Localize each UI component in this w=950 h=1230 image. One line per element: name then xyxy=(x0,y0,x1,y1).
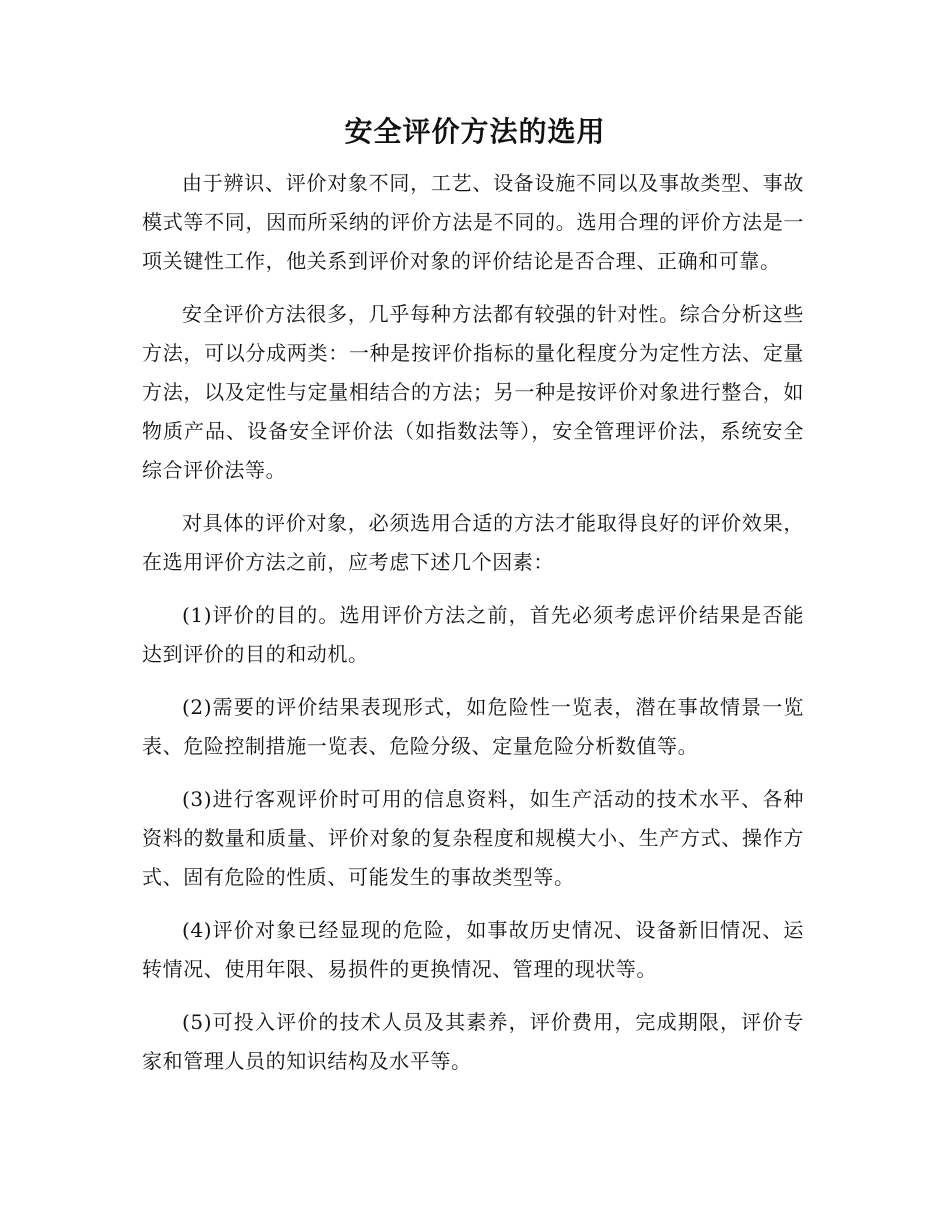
document-title: 安全评价方法的选用 xyxy=(344,115,606,148)
paragraph-factor-2: (2)需要的评价结果表现形式，如危险性一览表，潜在事故情景一览表、危险控制措施一览表、危险分级、定量危险分析数值等。 xyxy=(142,695,804,758)
paragraph-factor-5: (5)可投入评价的技术人员及其素养，评价费用，完成期限，评价专家和管理人员的知识结构及水平等。 xyxy=(142,1010,804,1073)
paragraph-factor-4: (4)评价对象已经显现的危险，如事故历史情况、设备新旧情况、运转情况、使用年限、易损件的更换情况、管理的现状等。 xyxy=(142,918,804,981)
paragraph-methods-overview: 安全评价方法很多，几乎每种方法都有较强的针对性。综合分析这些方法，可以分成两类：一种是按评价指标的量化程度分为定性方法、定量方法，以及定性与定量相结合的方法；另一种是按评价对象进行整合，如物质产品、设备安全评价法（如指数法等），安全管理评价法，系统安全综合评价法等。 xyxy=(142,302,804,482)
paragraph-intro: 由于辨识、评价对象不同，工艺、设备设施不同以及事故类型、事故模式等不同，因而所采纳的评价方法是不同的。选用合理的评价方法是一项关键性工作，他关系到评价对象的评价结论是否合理、正确和可靠。 xyxy=(142,171,804,273)
document-body xyxy=(142,164,804,1095)
paragraph-factor-1: (1)评价的目的。选用评价方法之前，首先必须考虑评价结果是否能达到评价的目的和动机。 xyxy=(142,603,804,666)
paragraph-factor-3: (3)进行客观评价时可用的信息资料，如生产活动的技术水平、各种资料的数量和质量、评价对象的复杂程度和规模大小、生产方式、操作方式、固有危险的性质、可能发生的事故类型等。 xyxy=(142,787,804,889)
paragraph-factors-intro: 对具体的评价对象，必须选用合适的方法才能取得良好的评价效果，在选用评价方法之前，应考虑下述几个因素： xyxy=(142,511,804,574)
